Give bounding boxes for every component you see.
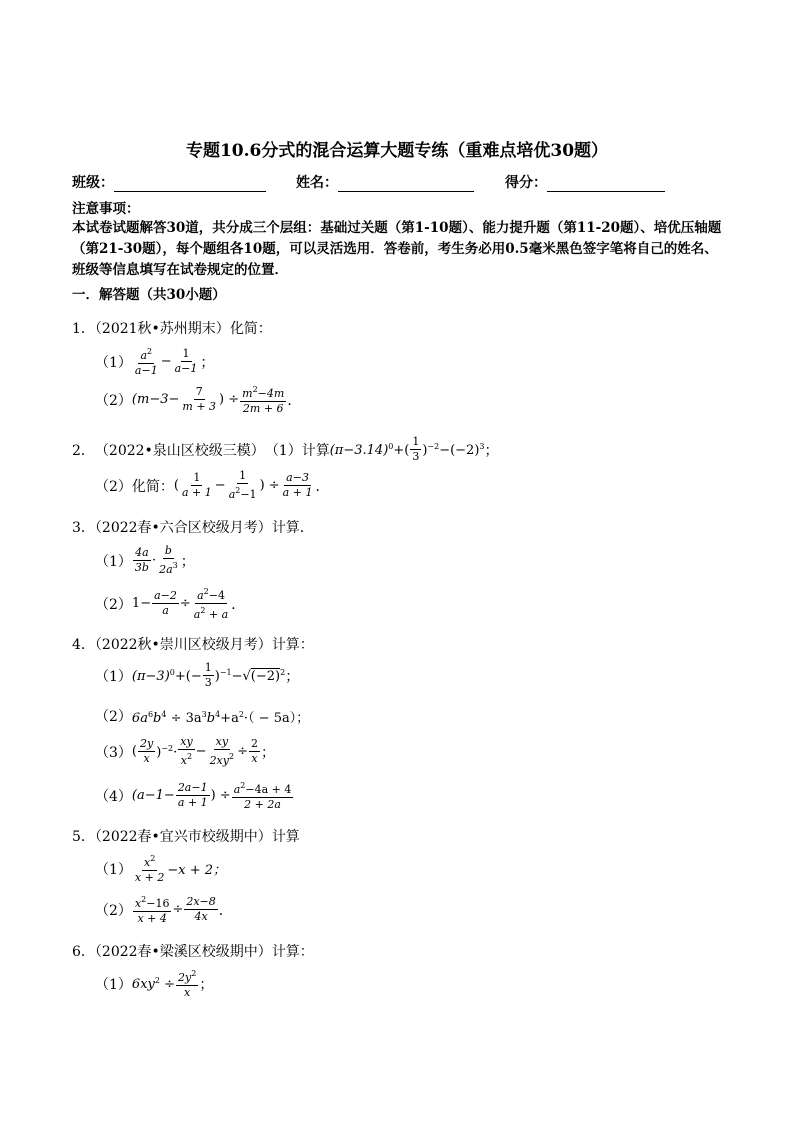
q3-part2: （2） 1 − $\frac{a-2}{a}$ ÷ $\frac{a^2-4}{a^2 + a}$ ． xyxy=(95,587,246,621)
score-field xyxy=(505,172,665,192)
q4-part4: （4） (a−1− $\frac{2a-1}{a + 1}$ ) ÷ $\frac{a^2-4a + 4}{2 + 2a}$ xyxy=(95,781,292,811)
q4-part2: （2） $6a^6b^4 \div 3a^3b^4+a^2\cdot( - 5a)$； xyxy=(95,709,310,726)
class-field xyxy=(72,172,266,192)
question-5: 5．（2022春•宜兴市校级期中）计算 xyxy=(72,829,300,845)
score-label: 得分： xyxy=(505,175,547,191)
notes-title: 注意事项： xyxy=(72,201,140,217)
q3-part1: （1） $\frac{4a}{3b}$ · $\frac{b}{2a^3}$ ； xyxy=(95,544,195,576)
question-3: 3．（2022春•六合区校级月考）计算． xyxy=(72,520,314,536)
q1-part1: （1） $\frac{a^2}{a-1}$ − $\frac{1}{a-1}$ ； xyxy=(95,347,215,377)
question-4: 4．（2022秋•崇川区校级月考）计算： xyxy=(72,637,314,653)
class-label: 班级： xyxy=(72,175,114,191)
q5-part1: （1） $\frac{x^2}{x + 2}$ −x + 2； xyxy=(95,854,226,884)
section-title: 一．解答题（共30小题） xyxy=(72,287,226,303)
q5-part2: （2） $\frac{x^2-16}{x + 4}$ ÷ $\frac{2x-8}{4x}$ ． xyxy=(95,895,233,925)
notes-body: 本试卷试题解答30道，共分成三个层组：基础过关题（第1-10题）、能力提升题（第11-20题）、培优压轴题（第21-30题），每个题组各10题，可以灵活选用．答卷前，考生务必用0.5毫米黑色签字笔将自己的姓名、班级等信息填写在试卷规定的位置． xyxy=(72,220,722,278)
q2-part2: （2） 化简： ( $\frac{1}{a + 1}$ − $\frac{1}{a^2-1}$ ) ÷ $\frac{a-3}{a + 1}$ ． xyxy=(95,469,330,501)
question-6: 6．（2022春•梁溪区校级期中）计算： xyxy=(72,944,314,960)
question-1: 1．（2021秋•苏州期末）化简： xyxy=(72,321,272,337)
q4-part1: （1） $(\pi-3)^0+(-$ $\frac{1}{3}$ )$^{-1}-√(-2)^2$ ； xyxy=(95,661,300,689)
name-blank[interactable] xyxy=(338,191,474,192)
name-field xyxy=(296,172,474,192)
q4-part3: （3） ( $\frac{2y}{x}$ )$^{-2}$· $\frac{xy}{x^2}$ − $\frac{xy}{2xy^2}$ ÷ $\frac{2}{x}$ ； xyxy=(95,735,275,767)
page-title: 专题10.6分式的混合运算大题专练（重难点培优30题） xyxy=(185,141,609,161)
class-blank[interactable] xyxy=(114,191,266,192)
score-blank[interactable] xyxy=(547,191,665,192)
question-2: 2． （2022•泉山区校级三模） （1）计算 $(\pi-3.14)^0+$( $\frac{1}{3}$ )$^{-2}-(-2)^3$ ； xyxy=(72,435,499,463)
q6-part1: （1） $6xy^2$ ÷ $\frac{2y^2}{x}$ ； xyxy=(95,969,214,999)
q1-part2: （2） (m−3− $\frac{7}{m + 3}$ ) ÷ $\frac{m^2-4m}{2m + 6}$ ． xyxy=(95,385,302,415)
name-label: 姓名： xyxy=(296,175,338,191)
